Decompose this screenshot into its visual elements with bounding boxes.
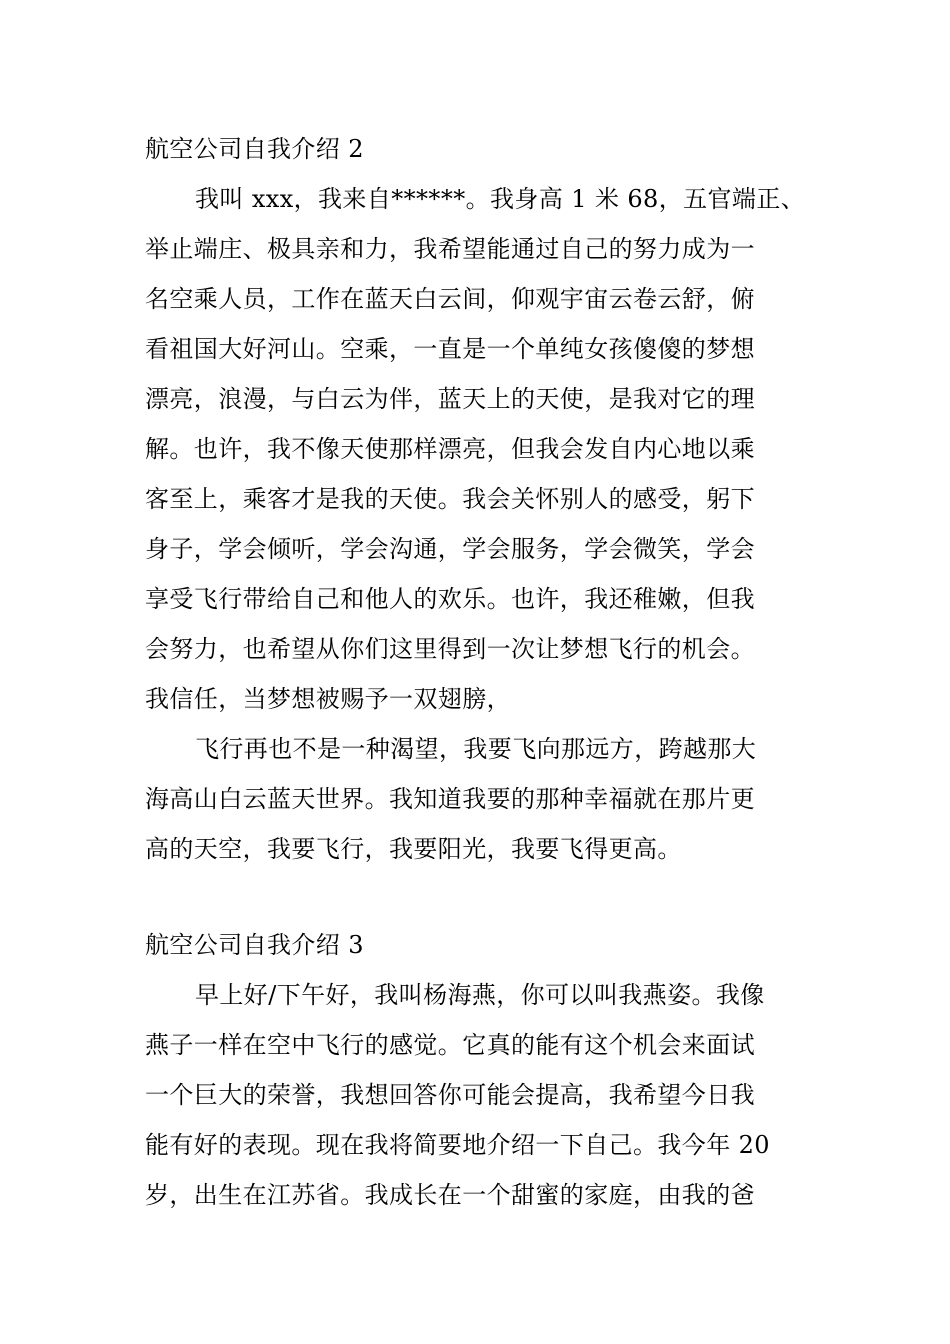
paragraph-line: 会努力，也希望从你们这里得到一次让梦想飞行的机会。 [145, 635, 755, 663]
paragraph-line: 燕子一样在空中飞行的感觉。它真的能有这个机会来面试 [145, 1031, 755, 1059]
paragraph-line: 海高山白云蓝天世界。我知道我要的那种幸福就在那片更 [145, 785, 755, 813]
paragraph [145, 724, 807, 874]
paragraph-line: 漂亮，浪漫，与白云为伴，蓝天上的天使，是我对它的理 [145, 385, 755, 413]
section-heading: 航空公司自我介绍 2 [145, 135, 364, 163]
section-2 [145, 124, 807, 874]
paragraph [145, 174, 807, 724]
paragraph-line: 我叫 xxx，我来自******。我身高 1 米 68，五官端正、 [195, 185, 806, 213]
paragraph-line: 能有好的表现。现在我将简要地介绍一下自己。我今年 20 [145, 1131, 770, 1159]
paragraph-line: 举止端庄、极具亲和力，我希望能通过自己的努力成为一 [145, 235, 755, 263]
paragraph-line: 客至上，乘客才是我的天使。我会关怀别人的感受，躬下 [145, 485, 755, 513]
paragraph-line: 我信任，当梦想被赐予一双翅膀， [145, 685, 511, 713]
paragraph-line: 高的天空，我要飞行，我要阳光，我要飞得更高。 [145, 835, 682, 863]
paragraph-line: 解。也许，我不像天使那样漂亮，但我会发自内心地以乘 [145, 435, 755, 463]
paragraph-line: 享受飞行带给自己和他人的欢乐。也许，我还稚嫩，但我 [145, 585, 755, 613]
paragraph-line: 名空乘人员，工作在蓝天白云间，仰观宇宙云卷云舒，俯 [145, 285, 755, 313]
paragraph-line: 身子，学会倾听，学会沟通，学会服务，学会微笑，学会 [145, 535, 755, 563]
paragraph-line: 看祖国大好河山。空乘，一直是一个单纯女孩傻傻的梦想 [145, 335, 755, 363]
paragraph-line: 岁，出生在江苏省。我成长在一个甜蜜的家庭，由我的爸 [145, 1181, 755, 1209]
paragraph-line: 飞行再也不是一种渴望，我要飞向那远方，跨越那大 [195, 735, 757, 763]
section-3 [145, 920, 807, 1220]
paragraph [145, 970, 807, 1220]
paragraph-line: 一个巨大的荣誉，我想回答你可能会提高，我希望今日我 [145, 1081, 755, 1109]
section-heading: 航空公司自我介绍 3 [145, 931, 364, 959]
paragraph-line: 早上好/下午好，我叫杨海燕，你可以叫我燕姿。我像 [195, 981, 765, 1009]
